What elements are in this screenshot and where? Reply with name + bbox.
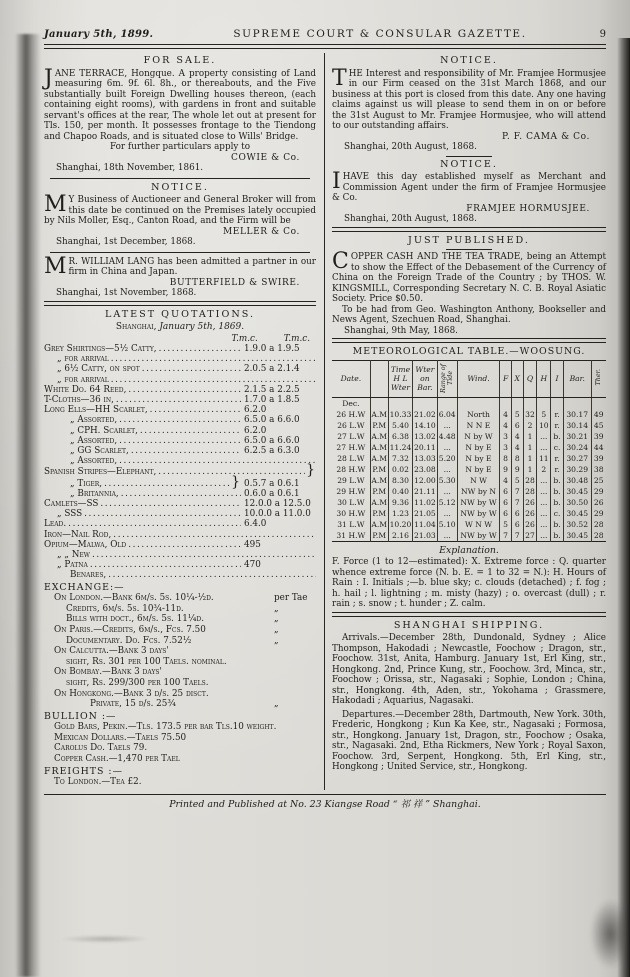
- scan-edge-left: [15, 34, 41, 977]
- met-table-row: 29 L.W A.M 8.30 12.00 5.30 N W 4 5 28 ... b. 30.48 25: [332, 475, 606, 486]
- dot-leader: [98, 499, 241, 509]
- signature: COWIE & Co.: [231, 152, 300, 163]
- exchange-line: [44, 625, 316, 636]
- short-rule: [446, 156, 492, 157]
- signature: BUTTERFIELD & SWIRE.: [169, 277, 300, 288]
- bullion-lines: [44, 722, 316, 764]
- notice-meller-text: Y Business of Auctioneer and General Broker will from this date be continued on the Premises lately occupied by Nils Moller, Esq., Canton Road, and the Firm will be: [44, 195, 316, 226]
- dot-leader: [111, 530, 316, 540]
- met-table-row: 31 L.W A.M 10.20 11.04 5.10 W N W 5 6 26 ... b. 30.52 28: [332, 519, 606, 530]
- bullion-line: [44, 733, 316, 744]
- quotation-label: Lead.: [44, 519, 67, 530]
- quotation-row: [44, 550, 316, 560]
- quotation-row: [44, 405, 316, 415]
- masthead-rule: [44, 44, 606, 49]
- quotation-value: 6.4.0: [244, 519, 267, 530]
- exchange-text: Private, 15 d/s. 25¾: [90, 699, 176, 710]
- dot-leader: [109, 354, 316, 364]
- quotation-label: „ 6½ Catty, on spot: [57, 364, 140, 375]
- exchange-line: [44, 604, 316, 615]
- price-col-header: T.m.c.: [231, 333, 258, 344]
- dot-leader: [140, 364, 241, 374]
- notice-lang-body: [44, 253, 316, 279]
- met-table-row: 26 H.W A.M 10.33 21.02 6.04 North 4 5 32 5 r. 30.17 49: [332, 409, 606, 420]
- dot-leader: [129, 446, 241, 456]
- freights-line: [44, 777, 316, 788]
- exchange-text: sight, Rs. 301 per 100 Taels. nominal.: [66, 656, 227, 667]
- met-table-row: 28 H.W P.M 0.02 23.08 ... N by E 9 9 1 2 r. 30.29 38: [332, 464, 606, 475]
- section-rule: [50, 178, 310, 179]
- dot-leader: [109, 375, 316, 385]
- notice-cama: [332, 56, 606, 153]
- page-number: 9: [599, 29, 606, 40]
- exchange-unit: [274, 678, 316, 689]
- met-table-row: 26 L.W P.M 5.40 14.10 ... N N E 4 6 2 10 r. 30.14 45: [332, 420, 606, 431]
- latest-quotations: [44, 310, 316, 788]
- apply-line: For further particulars apply to: [110, 142, 250, 152]
- quotation-row: [44, 560, 316, 570]
- dot-leader: [106, 570, 316, 580]
- dot-leader: [102, 479, 230, 489]
- quotation-value: 2.0.5 a 2.1.4: [244, 364, 300, 375]
- quotation-label: „ Assorted,: [70, 456, 118, 467]
- quotation-row: [44, 344, 316, 354]
- quotation-row: [44, 540, 316, 550]
- exchange-text: On Paris.—Credits, 6m/s., Fcs. 7.50: [54, 624, 206, 635]
- col-water-on-bar: Wter on Bar.: [413, 360, 437, 397]
- quotation-label: T-Cloths—36 in,: [44, 395, 114, 406]
- freights-text: To London.—Tea £2.: [54, 777, 142, 788]
- notice-meller-body: [44, 192, 316, 227]
- signature: FRAMJEE HORMUSJEE.: [466, 203, 590, 214]
- right-column: [332, 53, 606, 790]
- exchange-line: [44, 678, 316, 689]
- quotation-label: „ Britannia,: [70, 488, 119, 499]
- exchange-text: Documentary. Do. Fcs. 7.52½: [66, 635, 192, 646]
- drop-cap: T: [332, 65, 347, 91]
- section-double-rule: [332, 612, 606, 617]
- quotation-label: „ for arrival: [57, 354, 109, 365]
- quotations-heading: LATEST QUOTATIONS.: [104, 308, 256, 320]
- drop-cap: C: [332, 249, 349, 274]
- exchange-line: [44, 689, 316, 700]
- dateline: Shanghai, 9th May, 1868.: [344, 325, 458, 336]
- freights-lines: [44, 777, 316, 788]
- dot-leader: [138, 426, 241, 436]
- exchange-unit: „: [274, 624, 279, 635]
- exchange-unit: „: [274, 603, 279, 614]
- dot-leader: [117, 415, 241, 425]
- notice-lang-text: R. WILLIAM LANG has been admitted a partner in our firm in China and Japan.: [68, 256, 316, 277]
- dateline: Shanghai, 20th August, 1868.: [344, 214, 477, 224]
- brace: }: [306, 462, 315, 479]
- quotation-value: 2.1.5 a 2.2.5: [244, 384, 300, 395]
- brace: }: [231, 473, 240, 490]
- quotation-row: [44, 385, 316, 395]
- section-double-rule: [332, 227, 606, 232]
- notice-framjee-text: HAVE this day established myself as Merchant and Commission Agent under the firm of Framjee Hormusjee & Co.: [332, 172, 606, 203]
- quotation-value: 1.9.0 a 1.9.5: [244, 344, 300, 354]
- just-published: [332, 236, 606, 337]
- shanghai-shipping: [332, 621, 606, 773]
- exchange-unit: „: [274, 635, 279, 646]
- bullion-text: Gold Bars, Pekin.—Tls. 173.5 per bar Tls.10 weight.: [54, 722, 277, 733]
- quotation-row: [44, 415, 316, 425]
- met-table-row: 29 H.W P.M 0.40 21.11 ... NW by N 6 7 28 ... b. 30.45 29: [332, 486, 606, 497]
- page-content: [44, 28, 606, 977]
- met-table-row: 30 H.W P.M 1.23 21.05 ... NW by W 6 6 26 ... c. 30.45 29: [332, 508, 606, 519]
- exchange-text: On London.—Bank 6m/s. 5s. 10¼-½d.: [54, 593, 214, 604]
- col-h: H: [537, 360, 551, 397]
- quotation-label: Long Ells—HH Scarlet,: [44, 405, 148, 416]
- quotation-row: [44, 519, 316, 529]
- exchange-unit: [274, 657, 316, 668]
- met-table-row: 27 H.W A.M 11.24 20.11 ... N by E 3 4 1 ... c. 30.24 44: [332, 442, 606, 453]
- shipping-heading: SHANGHAI SHIPPING.: [393, 619, 545, 631]
- quotation-label: „ „ New: [57, 550, 90, 561]
- quotation-value: 0.6.0 a 0.6.1: [244, 488, 300, 499]
- bullion-text: Carolus Do. Taels 79.: [54, 743, 148, 754]
- quotations-dateline: [44, 322, 316, 333]
- dot-leader: [82, 509, 241, 519]
- quotation-label: Camlets—SS: [44, 499, 99, 510]
- met-table-title: METEOROLOGICAL TABLE.—WOOSUNG.: [352, 346, 586, 357]
- col-time-hl-water: Time H L Wter: [388, 360, 412, 397]
- col-range-of-tide: Range of Tide: [437, 360, 457, 397]
- met-table-row: 27 L.W A.M 6.38 13.02 4.48 N by W 3 4 1 ... b. 30.21 39: [332, 431, 606, 442]
- notice-framjee: [332, 160, 606, 225]
- col-i: I: [551, 360, 564, 397]
- col-ther: Ther.: [591, 360, 606, 397]
- quotation-row: [44, 436, 316, 446]
- dateline: Shanghai, 20th August, 1868.: [344, 142, 477, 152]
- notice-heading: NOTICE.: [440, 55, 498, 66]
- exchange-text: Credits, 6m/s. 5s. 10¾-11d.: [66, 603, 184, 614]
- for-sale-heading: FOR SALE.: [143, 55, 217, 66]
- exchange-heading: EXCHANGE:—: [44, 581, 125, 593]
- met-table-row: 28 L.W A.M 7.32 13.03 5.20 N by E 8 8 1 11 r. 30.27 39: [332, 453, 606, 464]
- exchange-text: On Calcutta.—Bank 3 days': [54, 646, 169, 657]
- quotation-label: „ Assorted,: [70, 415, 118, 426]
- quotation-label: „ Assorted,: [70, 435, 118, 446]
- explanation-heading: Explanation.: [439, 544, 499, 556]
- dot-leader: [126, 385, 241, 395]
- quotation-value: 1.7.0 a 1.8.5: [244, 395, 300, 406]
- col-ampm: [370, 360, 388, 397]
- exchange-line: [44, 657, 316, 668]
- drop-cap: M: [44, 253, 67, 279]
- quotation-label: Grey Shirtings—5½ Catty,: [44, 344, 157, 354]
- quotation-label: „ Patna: [57, 560, 88, 571]
- exchange-text: On Bombay.—Bank 3 days': [54, 667, 162, 678]
- just-published-text2: To be had from Geo. Washington Anthony, Bookseller and News Agent, Szechuen Road, Shanghai.: [332, 304, 606, 325]
- bullion-text: Copper Cash.—1,470 per Tael: [54, 753, 180, 764]
- quotation-label: Iron—Nail Rod,: [44, 529, 112, 540]
- exchange-text: Bills with doct., 6m/s. 5s. 11¼d.: [66, 614, 205, 625]
- met-table-body: [332, 397, 606, 541]
- column-divider: [324, 53, 325, 790]
- notice-heading: NOTICE.: [440, 158, 498, 170]
- quotation-value: 6.5.0 a 6.6.0: [244, 435, 300, 446]
- shipping-arrivals: Arrivals.—December 28th, Dundonald, Sydney ; Alice Thompson, Hakodadi ; Newcastle, Foochow ; Dragon, str., Foochow. 31st, Anita, Hamburg. January 1st, Erl King, str., Hongkong. 2nd, Prince Kung, str., Foochow. 3rd, Minca, str., Foochow ; Orissa, str., Nagasaki ; Sophie, London ; China, str., Hongkong. 4th, Aden, str., Yokohama ; Grassmere, Hakodadi ; Aquarius, Nagasaki.: [332, 633, 606, 706]
- for-sale-text: ANE TERRACE, Hongque. A property consisting of Land measuring 6m. 9f. 6l. 8h., or thereabouts, and the Five substantially built Foreign Dwelling houses thereon, (each containing eight rooms), with gardens in front and suitable servant's offices at the rear, The whole let out at present for Tls. 150, per month. It possesses frontage to the Tiendong and Chapoo Roads, and is situated close to Wills' Bridge.: [44, 68, 316, 142]
- quotation-value: 0.5.7 a 0.6.1: [244, 478, 300, 489]
- signature: MELLER & Co.: [222, 226, 300, 237]
- meteorological-table: [332, 360, 606, 542]
- quotation-row: [44, 426, 316, 436]
- dateline: Shanghai, 1st November, 1868.: [56, 288, 197, 298]
- dateline: Shanghai, 1st December, 1868.: [56, 237, 196, 247]
- quotation-row: [44, 530, 316, 540]
- drop-cap: I: [332, 169, 341, 194]
- exchange-unit: „: [274, 699, 279, 710]
- exchange-text: sight, Rs. 299/300 per 100 Taels.: [66, 677, 209, 688]
- quotation-row: [44, 446, 316, 456]
- quotation-value: 6.2.5 a 6.3.0: [244, 446, 300, 457]
- drop-cap: J: [44, 65, 53, 91]
- col-bar: Bar.: [563, 360, 591, 397]
- quotation-label: Spanish Stripes—Elephant,: [44, 467, 157, 478]
- quotation-row: [44, 354, 316, 364]
- footer-rule: [44, 794, 606, 795]
- quotation-row: [44, 364, 316, 374]
- exchange-unit: „: [274, 614, 279, 625]
- explanation-text: F. Force (1 to 12—estimated): X. Extreme force : Q. quarter whence extreme force (N. b. E. = 1 to 32 = N.): H. Hours of Rain : I. Initials ;—b. blue sky; c. clouds (detached) ; f. fog ; h. hail ; l. lightning ; m. misty (hazy) ; o. overcast (dull) ; r. rain ; s. snow ; t. hunder ; Z. calm.: [332, 557, 606, 609]
- quotation-label: Benares,: [70, 570, 107, 581]
- exchange-line: [44, 636, 316, 647]
- quotations-column-headers: [44, 334, 316, 345]
- quotation-row: [44, 456, 316, 466]
- col-f: F: [500, 360, 512, 397]
- dot-leader: [88, 560, 241, 570]
- bullion-text: Mexican Dollars.—Taels 75.50: [54, 732, 187, 743]
- quotation-row: [44, 395, 316, 405]
- exchange-line: [44, 593, 316, 604]
- section-double-rule: [332, 338, 606, 343]
- met-month-row: Dec.: [332, 397, 606, 409]
- exchange-line: [44, 614, 316, 625]
- exchange-unit: per Tae: [274, 593, 308, 604]
- meteorological-table-section: [332, 347, 606, 542]
- dot-leader: [148, 405, 241, 415]
- met-table-header-row: [332, 360, 606, 397]
- for-sale-body: [44, 65, 316, 143]
- dot-leader: [157, 344, 241, 354]
- quotation-value: 6.5.0 a 6.6.0: [244, 415, 300, 426]
- quotation-label: „ CPH. Scarlet,: [70, 425, 138, 436]
- quotation-label: „ SSS: [57, 509, 83, 520]
- met-table-row: 30 L.W A.M 9.36 11.02 5.12 NW by W 6 7 26 ... b. 30.50 26: [332, 497, 606, 508]
- dot-leader: [117, 436, 241, 446]
- issue-date: January 5th, 1899.: [44, 29, 154, 40]
- dot-leader: [114, 395, 241, 405]
- quotation-value: 6.2.0: [244, 405, 267, 416]
- quotation-label: White Do. 64 Reed,: [44, 384, 127, 395]
- notice-heading: NOTICE.: [151, 181, 209, 193]
- drop-cap: M: [44, 192, 67, 217]
- col-date: Date.: [332, 360, 370, 397]
- section-rule: [50, 252, 310, 253]
- quotation-value: 10.0.0 a 11.0.0: [244, 509, 311, 520]
- dot-leader: [119, 489, 241, 499]
- quotation-row: [44, 473, 316, 490]
- explanation-section: [332, 546, 606, 610]
- columns: [44, 53, 606, 790]
- bullion-line: [44, 743, 316, 754]
- quotations-list: [44, 344, 316, 581]
- quotation-value: 495: [244, 539, 261, 550]
- quotation-row: [44, 489, 316, 499]
- exchange-line: [44, 667, 316, 678]
- notice-framjee-body: [332, 169, 606, 204]
- bullion-line: [44, 722, 316, 733]
- quotation-row: [44, 499, 316, 509]
- exchange-line: [44, 646, 316, 657]
- short-rule: [446, 249, 492, 250]
- met-table-row: 31 H.W P.M 2.16 21.03 ... NW by W 7 7 27 ... b. 30.45 28: [332, 530, 606, 542]
- freights-heading: FREIGHTS :—: [44, 765, 123, 777]
- exchange-text: On Hongkong.—Bank 3 d/s. 25 disct.: [54, 688, 209, 699]
- price-col-header: T.m.c.: [283, 333, 310, 344]
- quotation-label: „ GG Scarlet,: [70, 446, 129, 457]
- just-published-text: OPPER CASH AND THE TEA TRADE, being an Attempt to show the Effect of the Debasement of the Currency of China on the Foreign Trade of the Country ; by THOS. W. KINGSMILL, Corresponding Secretary N. C. B. Royal Asiatic Society. Price $0.50.: [332, 252, 606, 304]
- imprint: Printed and Published at No. 23 Kiangse Road “ 祁 祥 ” Shanghai.: [169, 798, 481, 810]
- quotation-value: 470: [244, 560, 261, 571]
- signature: P. F. CAMA & Co.: [502, 131, 590, 142]
- quotation-label: Opium—Malwa, Old: [44, 539, 127, 550]
- notice-lang: [44, 253, 316, 299]
- exchange-unit: [274, 689, 316, 700]
- bullion-line: [44, 754, 316, 765]
- quotation-label: „ Tiger,: [70, 478, 103, 489]
- left-column: [44, 53, 316, 790]
- notice-cama-body: [332, 65, 606, 132]
- scan-edge-right: [617, 38, 630, 977]
- quotation-row: [44, 509, 316, 519]
- dot-leader: [90, 550, 316, 560]
- quotation-value: 6.2.0: [244, 425, 267, 436]
- notice-meller: [44, 183, 316, 248]
- just-published-body: [332, 249, 606, 305]
- masthead: [44, 28, 606, 40]
- quotations-place: Shanghai,: [115, 322, 157, 332]
- quotation-row: [44, 375, 316, 385]
- col-x: X: [511, 360, 523, 397]
- col-wind: Wind.: [457, 360, 499, 397]
- dateline: Shanghai, 18th November, 1861.: [56, 163, 204, 173]
- dot-leader: [117, 456, 316, 466]
- exchange-unit: [274, 667, 316, 678]
- quotation-row: [44, 462, 316, 479]
- dot-leader: [66, 519, 241, 529]
- for-sale-ad: [44, 56, 316, 174]
- quotations-date: January 5th, 1869.: [159, 322, 245, 332]
- exchange-unit: [274, 646, 316, 657]
- bullion-heading: BULLION :—: [44, 710, 117, 722]
- quotation-label: „ for arrival: [57, 374, 109, 385]
- notice-cama-text: HE Interest and responsibility of Mr. Framjee Hormusjee in our Firm ceased on the 31st March 1868, and our business at this port is closed from this date. Any one having claims against us will please to send them in on or before the 31st August to Mr. Framjee Hormusjee, who will attend to our outstanding affairs.: [332, 68, 606, 131]
- exchange-lines: [44, 593, 316, 710]
- section-double-rule: [44, 301, 316, 306]
- quotation-value: 12.0.0 a 12.5.0: [244, 499, 311, 510]
- just-published-heading: JUST PUBLISHED.: [408, 234, 530, 246]
- page-title: SUPREME COURT & CONSULAR GAZETTE.: [233, 28, 527, 40]
- exchange-line: [44, 699, 316, 710]
- quotation-row: [44, 570, 316, 580]
- shipping-departures: Departures.—December 28th, Dartmouth, New York. 30th, Frederic, Hongkong ; Kun Ka Kee, str., Nagasaki ; Formosa, str., Hongkong. January 1st, Dragon, str., Foochow ; Osaka, str., Nagasaki. 2nd, Etha Rickmers, New York ; Royal Saxon, Foochow. 3rd, Serpent, Hongkong. 5th, Erl King, str., Hongkong ; United Service, str., Hongkong.: [332, 709, 606, 772]
- dot-leader: [126, 540, 241, 550]
- col-q: Q: [523, 360, 537, 397]
